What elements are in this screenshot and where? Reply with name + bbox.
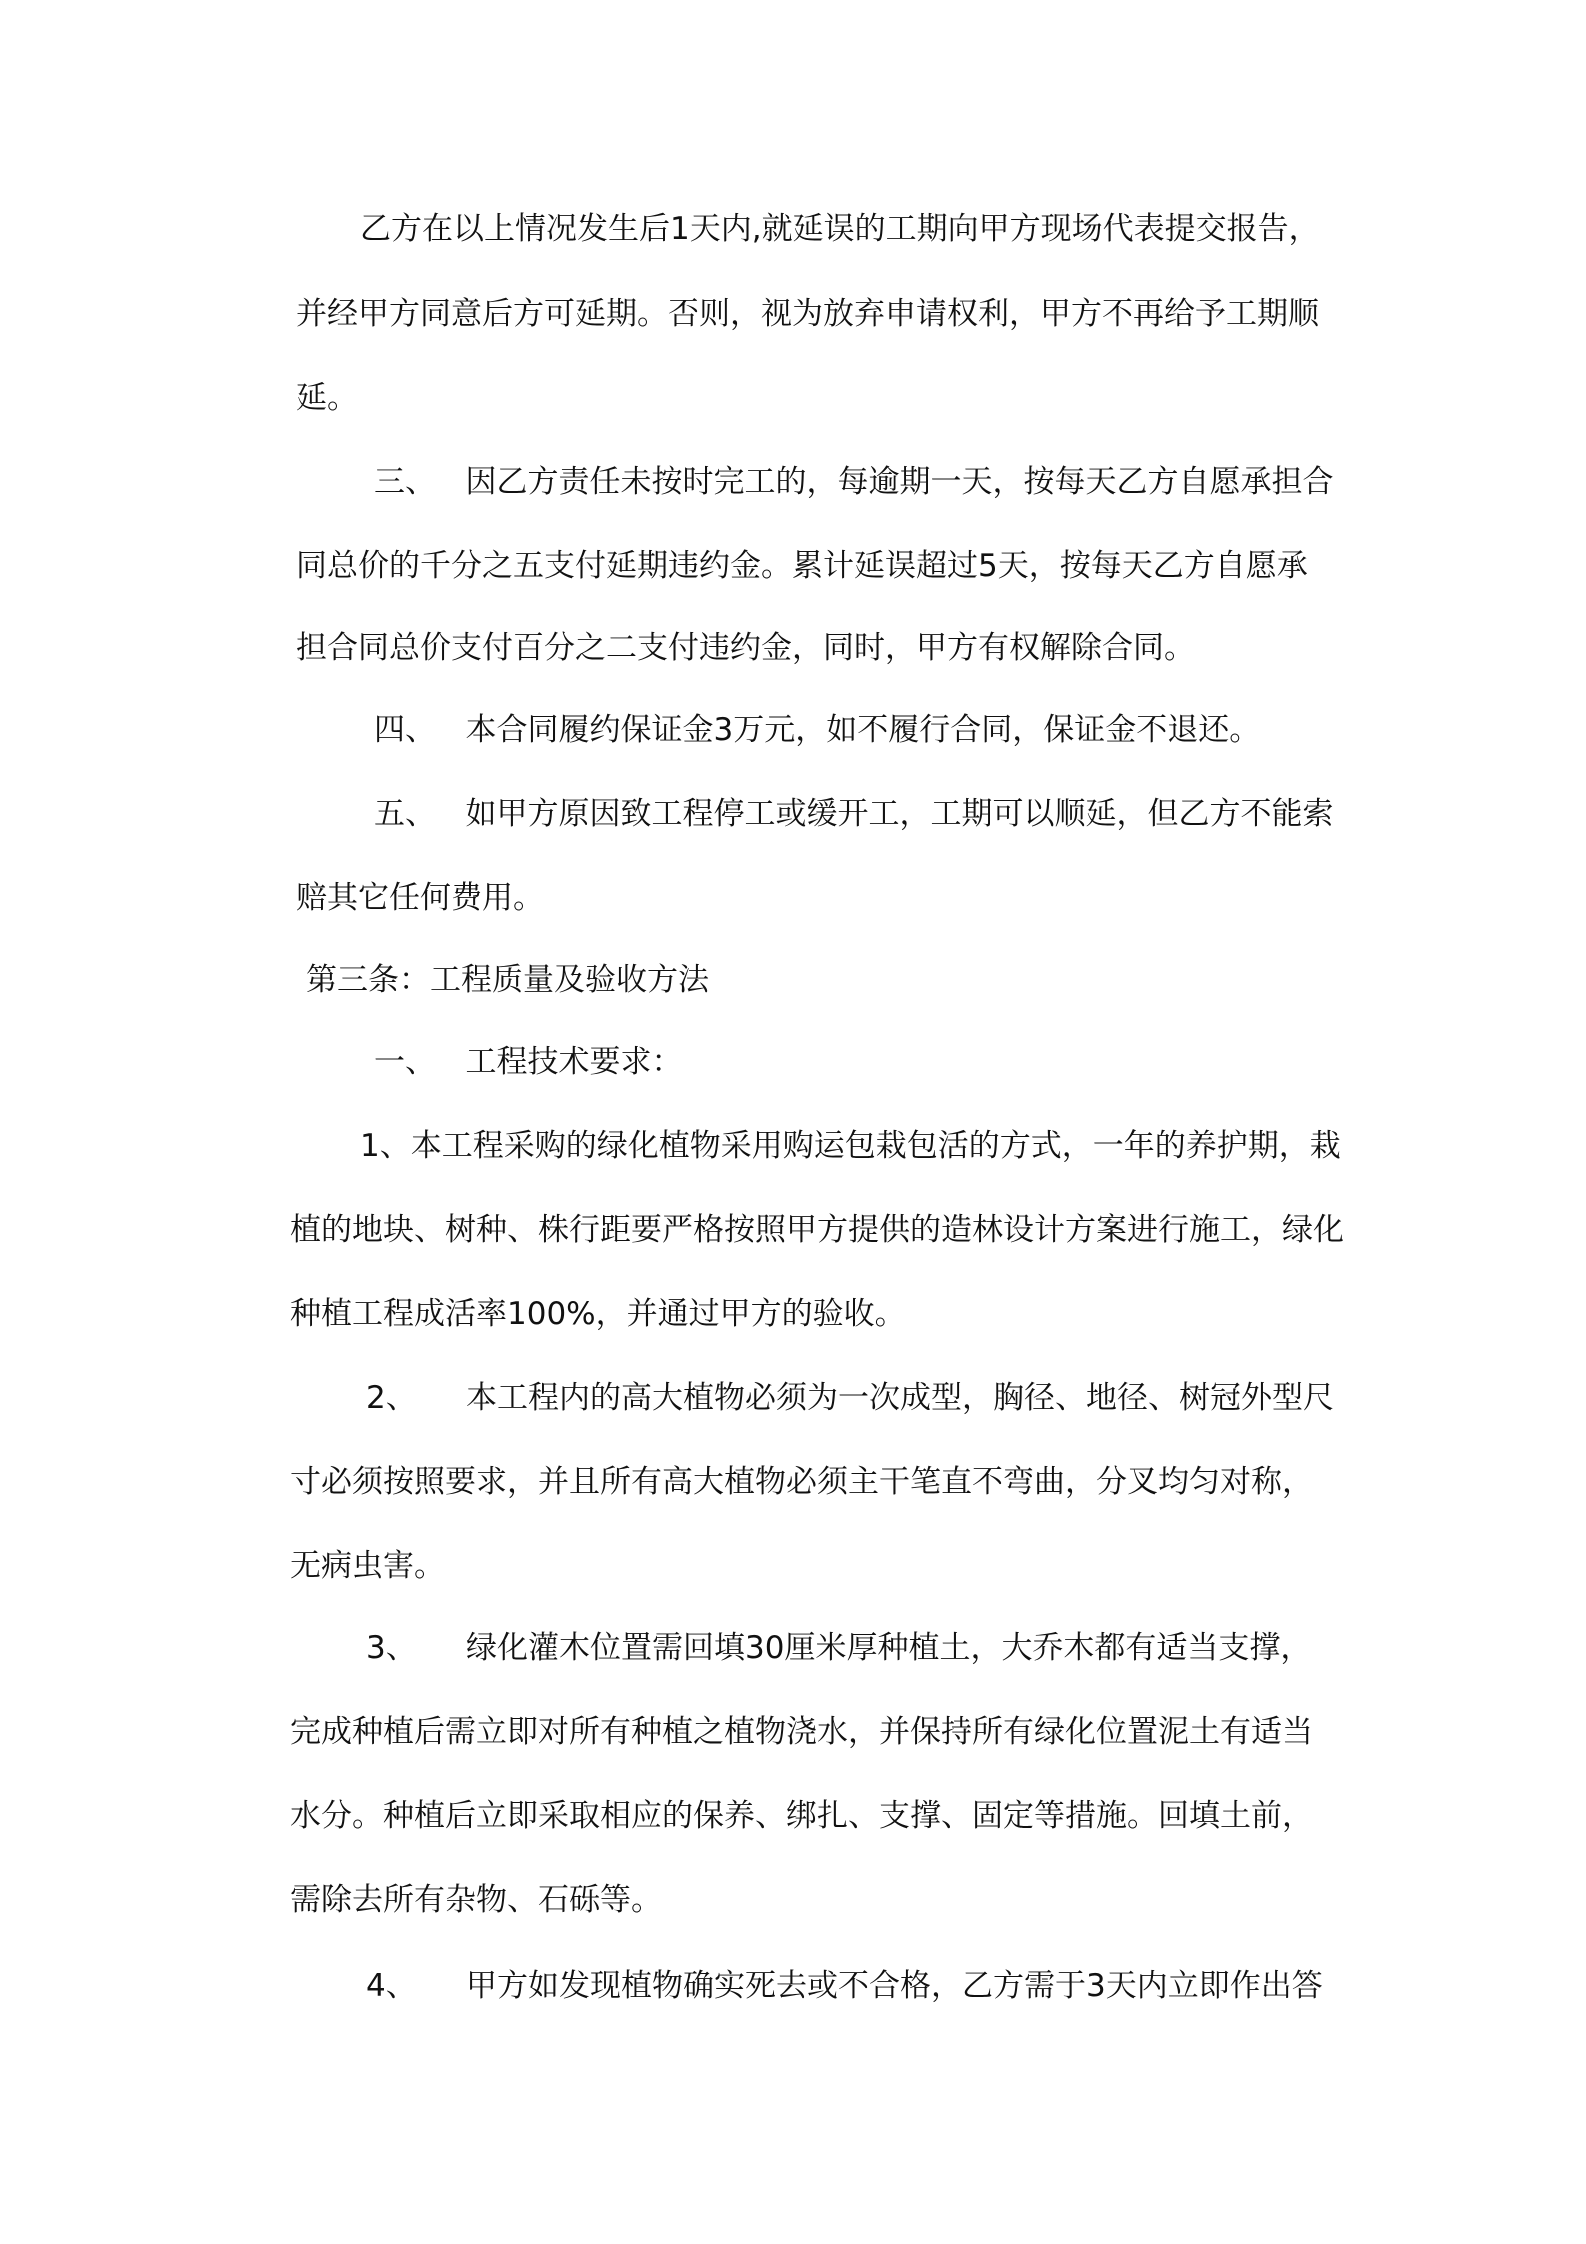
text-line: 延。 <box>296 380 358 416</box>
section-heading: 第三条：工程质量及验收方法 <box>306 962 709 998</box>
text-line: 4、 甲方如发现植物确实死去或不合格，乙方需于3天内立即作出答 <box>366 1968 1323 2004</box>
text-line: 2、 本工程内的高大植物必须为一次成型，胸径、地径、树冠外型尺 <box>366 1380 1334 1416</box>
text-line: 乙方在以上情况发生后1天内,就延误的工期向甲方现场代表提交报告， <box>360 211 1320 247</box>
text-line: 寸必须按照要求，并且所有高大植物必须主干笔直不弯曲，分叉均匀对称， <box>290 1464 1313 1500</box>
text-line: 1、本工程采购的绿化植物采用购运包栽包活的方式，一年的养护期，栽 <box>360 1128 1341 1164</box>
text-line: 水分。种植后立即采取相应的保养、绑扎、支撑、固定等措施。回填土前， <box>290 1798 1313 1834</box>
text-line: 三、 因乙方责任未按时完工的，每逾期一天，按每天乙方自愿承担合 <box>374 464 1334 500</box>
text-line: 一、 工程技术要求： <box>374 1044 683 1080</box>
text-line: 需除去所有杂物、石砾等。 <box>290 1882 662 1918</box>
text-line: 赔其它任何费用。 <box>296 880 544 916</box>
text-line: 同总价的千分之五支付延期违约金。累计延误超过5天，按每天乙方自愿承 <box>296 548 1308 584</box>
text-line: 四、 本合同履约保证金3万元，如不履行合同，保证金不退还。 <box>374 712 1261 748</box>
text-line: 无病虫害。 <box>290 1548 445 1584</box>
text-line: 担合同总价支付百分之二支付违约金，同时，甲方有权解除合同。 <box>296 630 1195 666</box>
text-line: 完成种植后需立即对所有种植之植物浇水，并保持所有绿化位置泥土有适当 <box>290 1714 1313 1750</box>
text-line: 植的地块、树种、株行距要严格按照甲方提供的造林设计方案进行施工，绿化 <box>290 1212 1344 1248</box>
text-line: 并经甲方同意后方可延期。否则，视为放弃申请权利，甲方不再给予工期顺 <box>296 296 1319 332</box>
text-line: 五、 如甲方原因致工程停工或缓开工，工期可以顺延，但乙方不能索 <box>374 796 1334 832</box>
text-line: 种植工程成活率100%，并通过甲方的验收。 <box>290 1296 906 1332</box>
text-line: 3、 绿化灌木位置需回填30厘米厚种植土，大乔木都有适当支撑， <box>366 1630 1312 1666</box>
